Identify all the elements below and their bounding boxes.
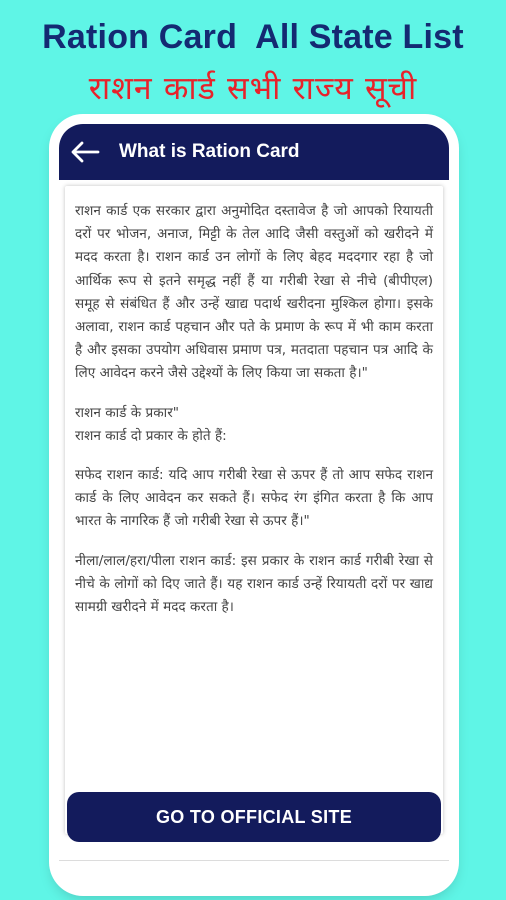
promo-subtitle: राशन कार्ड सभी राज्य सूची bbox=[88, 69, 418, 107]
app-bar bbox=[59, 124, 449, 180]
paragraph-white-card: सफेद राशन कार्ड: यदि आप गरीबी रेखा से ऊपर हैं तो आप सफेद राशन कार्ड के लिए आवेदन कर सकते हैं। सफेद रंग इंगित करता है कि आप भारत के नागरिक हैं जो गरीबी रेखा से ऊपर हैं।" bbox=[75, 467, 433, 530]
arrow-left-icon[interactable] bbox=[65, 132, 105, 172]
paragraph-intro: राशन कार्ड एक सरकार द्वारा अनुमोदित दस्तावेज है जो आपको रियायती दरों पर भोजन, अनाज, मिट्टी के तेल आदि जैसी वस्तुओं को खरीदने में मदद करता है। राशन कार्ड उन लोगों के लिए बेहद मददगार रहा है जो आर्थिक रूप से इतने समृद्ध नहीं हैं या गरीबी रेखा से नीचे (बीपीएल) समूह से संबंधित हैं और उन्हें खाद्य पदार्थ खरीदना मुश्किल होगा। इसके अलावा, राशन कार्ड पहचान और पते के प्रमाण के रूप में भी काम करता है और इसका उपयोग अधिवास प्रमाण पत्र, मतदाता पहचान पत्र आदि के लिए आवेदन करने जैसे उद्देश्यों के लिए किया जा सकता है।" bbox=[75, 203, 433, 382]
bottom-divider bbox=[59, 860, 449, 861]
content-text bbox=[65, 186, 443, 619]
page-title: What is Ration Card bbox=[119, 141, 300, 162]
phone-frame bbox=[53, 118, 455, 892]
go-to-official-site-button[interactable]: GO TO OFFICIAL SITE bbox=[67, 792, 441, 842]
promo-title: Ration Card All State List bbox=[42, 18, 464, 56]
content-card bbox=[65, 186, 443, 834]
paragraph-types: राशन कार्ड के प्रकार" राशन कार्ड दो प्रकार के होते हैं: bbox=[75, 404, 227, 444]
paragraph-colored-card: नीला/लाल/हरा/पीला राशन कार्ड: इस प्रकार के राशन कार्ड गरीबी रेखा से नीचे के लोगों को दिए जाते हैं। यह राशन कार्ड उन्हें रियायती दरों पर खाद्य सामग्री खरीदने में मदद करता है। bbox=[75, 552, 433, 616]
